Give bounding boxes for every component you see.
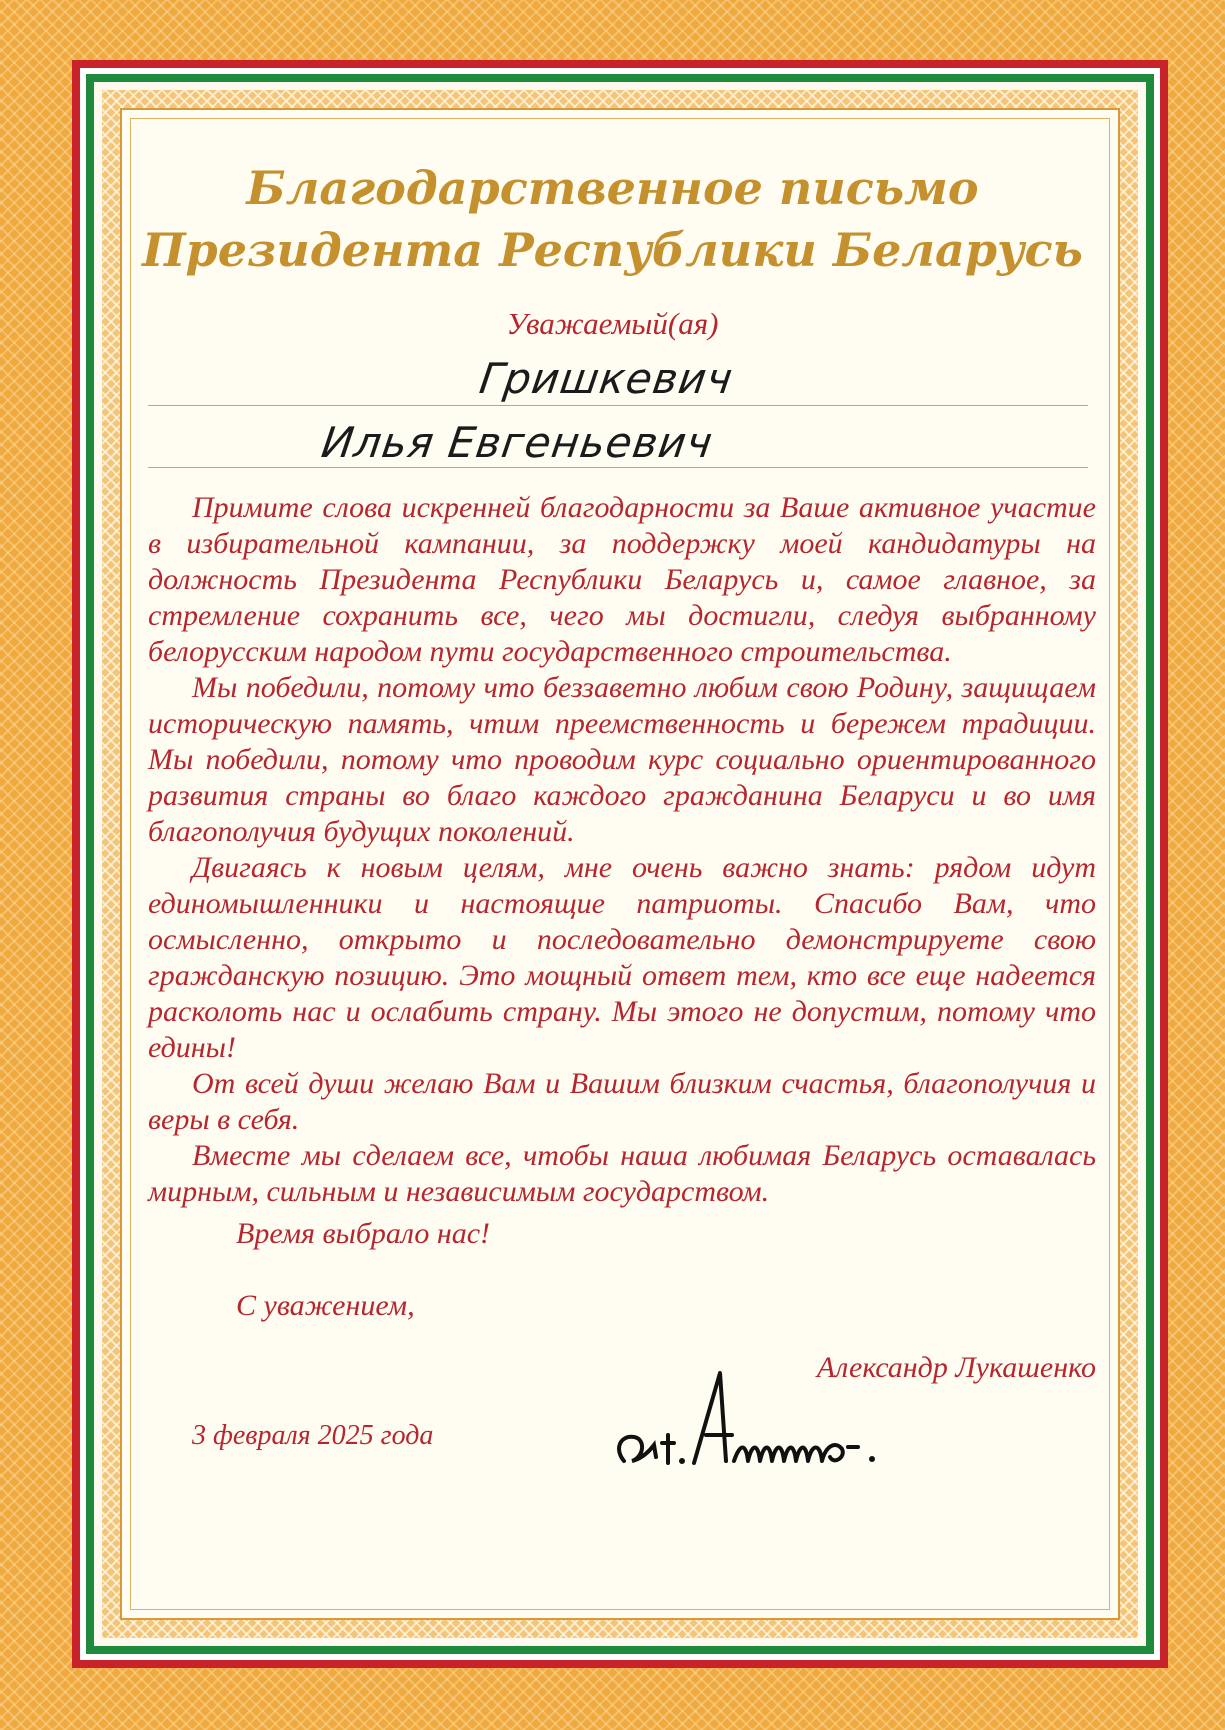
signature-icon <box>610 1365 950 1495</box>
signatory-name: Александр Лукашенко <box>816 1351 1096 1384</box>
closing-slogan: Время выбрало нас! <box>236 1217 491 1250</box>
letter-body <box>148 490 1096 1451</box>
letter-date: 3 февраля 2025 года <box>192 1420 434 1451</box>
name-underline-1 <box>148 405 1088 406</box>
paragraph-1: Примите слова искренней благодарности за Ваше активное участие в избирательной кампании, за поддержку моей кандидатуры на должность Президента Республики Беларусь и, самое главное, за стремление сохранить все, чего мы достигли, следуя выбранному белорусским народом пути государственного строительства. <box>148 491 1096 668</box>
paragraph-3: Двигаясь к новым целям, мне очень важно знать: рядом идут единомышленники и настоящие патриоты. Спасибо Вам, что осмысленно, открыто и последовательно демонстрируете свою гражданскую позицию. Это мощный ответ тем, кто все еще надеется расколоть нас и ослабить страну. Мы этого не допустим, потому что едины! <box>148 851 1096 1064</box>
title-line-1: Благодарственное письмо <box>246 161 979 215</box>
paragraph-2: Мы победили, потому что беззаветно любим свою Родину, защищаем историческую память, чтим преемственность и бережем традиции. Мы победили, потому что проводим курс социально ориентированного развития страны во благо каждого гражданина Беларуси и во имя благополучия будущих поколений. <box>148 671 1096 848</box>
title-line-2: Президента Республики Беларусь <box>142 223 1083 277</box>
recipient-name-handwritten: Илья Евгеньевич <box>318 418 717 467</box>
name-underline-2 <box>148 467 1088 468</box>
recipient-surname-handwritten: Гришкевич <box>476 354 737 403</box>
paragraph-5: Вместе мы сделаем все, чтобы наша любимая Беларусь оставалась мирным, сильным и независимым государством. <box>148 1139 1096 1208</box>
greeting: Уважаемый(ая) <box>506 306 719 341</box>
closing-regards: С уважением, <box>236 1289 415 1322</box>
paragraph-4: От всей души желаю Вам и Вашим близким счастья, благополучия и веры в себя. <box>148 1067 1096 1136</box>
